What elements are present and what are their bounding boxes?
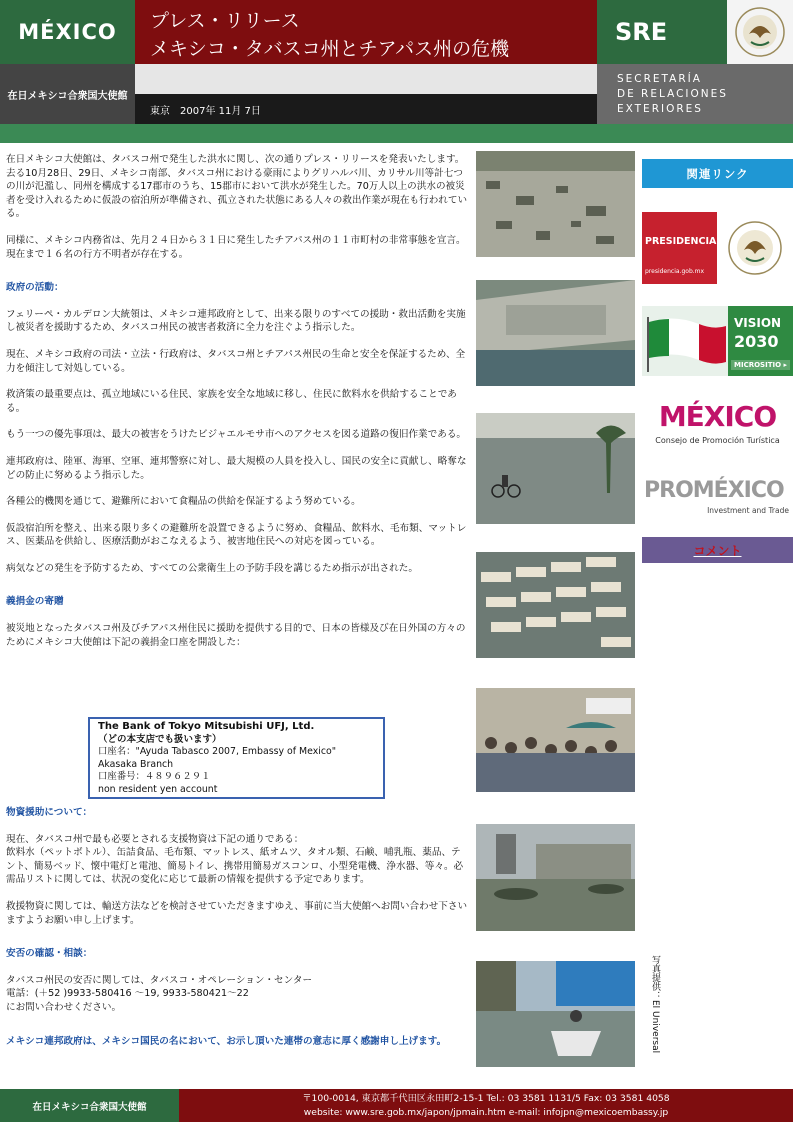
paragraph: フェリーペ・カルデロン大統領は、メキシコ連邦政府として、出来る限りのすべての援助・救出活動を実施し被災者を援助するため、タバスコ州民の被害者救済に全力を注ぐよう指示した。 — [6, 308, 466, 334]
press-release-title — [135, 0, 597, 64]
mexico-tourism-link[interactable] — [642, 398, 793, 453]
vision-label: VISION — [734, 316, 782, 330]
comment-link[interactable] — [642, 537, 793, 563]
secretaria-line-3: EXTERIORES — [617, 103, 703, 115]
paragraph: 各種公的機関を通じて、避難所において食糧品の供給を保証するよう努めている。 — [6, 496, 361, 508]
paragraph: 救援物資に関しては、輸送方法などを検討させていただきますゆえ、事前に当大使館へお問い合わせ下さいますようお願い申し上げます。 — [6, 900, 468, 926]
release-date: 東京 2007年 11月 7日 — [150, 105, 261, 117]
mexico-tourism-logo: MÉXICO — [658, 400, 777, 433]
mexico-flag-icon — [644, 312, 728, 372]
title-line-1: プレス・リリース — [150, 10, 300, 32]
promexico-subtitle: Investment and Trade — [707, 506, 789, 515]
flood-photo-6 — [476, 824, 635, 931]
header-spacer — [135, 64, 597, 94]
photo-credit: 写真提供：El Universal — [650, 955, 660, 1054]
section-heading: 義捐金の寄贈 — [6, 596, 64, 608]
paragraph: 仮設宿泊所を整え、出来る限り多くの避難所を設置できるように努め、食糧品、飲料水、毛布類、マットレス、医薬品を供給し、医療活動がおこなえるよう、被害地住民への対応を図っている。 — [6, 522, 467, 548]
comment-label: コメント — [693, 543, 742, 558]
presidencia-link[interactable] — [642, 212, 793, 284]
header-divider — [0, 124, 793, 143]
paragraph: にお問い合わせください。 — [6, 1001, 122, 1013]
promexico-link[interactable] — [642, 476, 793, 521]
closing-message: メキシコ連邦政府は、メキシコ国民の名において、お示し頂いた連帯の意志に厚く感謝申し上げます。 — [6, 1035, 447, 1047]
flood-photo-5 — [476, 688, 635, 792]
presidencia-label: PRESIDENCIA — [645, 236, 717, 247]
paragraph: タバスコ州民の安否に関しては、タバスコ・オペレーション・センター — [6, 974, 313, 986]
footer-web[interactable]: website: www.sre.gob.mx/japon/jpmain.htm e-mail: infojpn@mexicoembassy.jp — [303, 1107, 669, 1118]
paragraph: 連邦政府は、陸軍、海軍、空軍、連邦警察に対し、最大規模の人員を投入し、国民の安全に貢献し、略奪などの防止に努めるよう指示した。 — [6, 455, 467, 481]
flood-photo-3 — [476, 413, 635, 524]
embassy-label: 在日メキシコ合衆国大使館 — [0, 64, 135, 124]
bank-account-box — [88, 717, 385, 799]
mexico-seal-icon — [727, 0, 793, 64]
title-line-2: メキシコ・タバスコ州とチアパス州の危機 — [150, 38, 510, 60]
footer-contact — [179, 1089, 793, 1122]
press-release-body — [6, 153, 468, 649]
footer-embassy: 在日メキシコ合衆国大使館 — [0, 1089, 179, 1122]
paragraph: 飲料水（ペットボトル）、缶詰食品、毛布類、マットレス、紙オムツ、タオル類、石鹸、哺乳瓶、薬品、テント、簡易ベッド、懐中電灯と電池、簡易トイレ、携帯用簡易ガスコンロ、小型発電機、浄水器、等々。必需品リストに関しては、状況の変化に応じて最新の情報を提供する予定であります。 — [6, 847, 464, 886]
branch-name: Akasaka Branch — [98, 758, 174, 770]
paragraph: 同様に、メキシコ内務省は、先月２４日から３１日に発生したチアパス州の１１市町村の非常事態を宣言。現在まで１６名の行方不明者が存在する。 — [6, 234, 466, 260]
paragraph: 救済策の最重要点は、孤立地域にいる住民、家族を安全な地域に移し、住民に飲料水を供給することである。 — [6, 389, 457, 414]
secretaria-label — [597, 64, 793, 124]
press-release-body-2 — [6, 806, 468, 1048]
account-type: non resident yen account — [98, 783, 218, 795]
flood-photo-7 — [476, 961, 635, 1067]
section-heading: 物資援助について： — [6, 807, 93, 818]
bank-branch-note: （どの本支店でも扱います） — [98, 733, 222, 745]
paragraph: 現在、メキシコ政府の司法・立法・行政府は、タバスコ州とチアパス州民の生命と安全を保証するため、全力を傾注して対処している。 — [6, 348, 466, 374]
account-name: 口座名："Ayuda Tabasco 2007, Embassy of Mexico" — [98, 746, 337, 758]
secretaria-line-2: DE RELACIONES — [617, 88, 728, 100]
related-links-header: 関連リンク — [642, 159, 793, 188]
paragraph: 在日メキシコ大使館は、タバスコ州で発生した洪水に関し、次の通りプレス・リリースを発表いたします。 — [6, 154, 465, 165]
account-number: 口座番号：４８９６２９１ — [98, 771, 211, 783]
presidencia-url: presidencia.gob.mx — [645, 268, 705, 275]
paragraph: もう一つの優先事項は、最大の被害をうけたビジャエルモサ市へのアクセスを図る道路の復旧作業である。 — [6, 429, 467, 441]
mexico-tourism-subtitle: Consejo de Promoción Turística — [655, 436, 780, 445]
bank-name: The Bank of Tokyo Mitsubishi UFJ, Ltd. — [98, 721, 315, 732]
mexico-logo: MÉXICO — [0, 0, 135, 64]
paragraph: 去る10月28日、29日、メキシコ南部、タバスコ州における豪雨によりグリハルバ川、カリサル川等計七つの川が氾濫し、同州を構成する17郡市のうち、15郡市において洪水が発生した。70万人以上の洪水の被災者を受け入れるために仮設の宿泊所が準備され、孤立された状態にある人々の救出作業が現在も行われている。 — [6, 167, 468, 220]
promexico-logo: PROMÉXICO — [644, 478, 784, 503]
footer-address: 〒100-0014, 東京都千代田区永田町2-15-1 Tel.: 03 3581 1131/5 Fax: 03 3581 4058 — [302, 1093, 670, 1104]
date-bar — [135, 94, 597, 124]
mexico-seal-icon — [724, 218, 786, 278]
sre-logo: SRE — [597, 0, 727, 64]
flood-photo-4 — [476, 552, 635, 658]
microsite-label: MICROSITIO ▸ — [731, 360, 790, 370]
flood-photo-1 — [476, 151, 635, 257]
vision-year: 2030 — [734, 332, 779, 351]
contact-phone: 電話：(＋52 )9933-580416 〜19, 9933-580421〜22 — [6, 988, 249, 1000]
vision-2030-link[interactable] — [642, 306, 793, 376]
secretaria-line-1: SECRETARÍA — [617, 73, 702, 85]
section-heading: 政府の活動： — [6, 282, 64, 294]
paragraph: 病気などの発生を予防するため、すべての公衆衛生上の予防手段を講じるため指示が出された。 — [6, 562, 418, 574]
section-heading: 安否の確認・相談： — [6, 948, 93, 960]
flood-photo-2 — [476, 280, 635, 386]
paragraph: 被災地となったタバスコ州及びチアパス州住民に援助を提供する目的で、日本の皆様及び在日外国の方々のためにメキシコ大使館は下記の義捐金口座を開設した： — [6, 623, 466, 648]
paragraph: 現在、タバスコ州で最も必要とされる支援物資は下記の通りである： — [6, 833, 304, 845]
